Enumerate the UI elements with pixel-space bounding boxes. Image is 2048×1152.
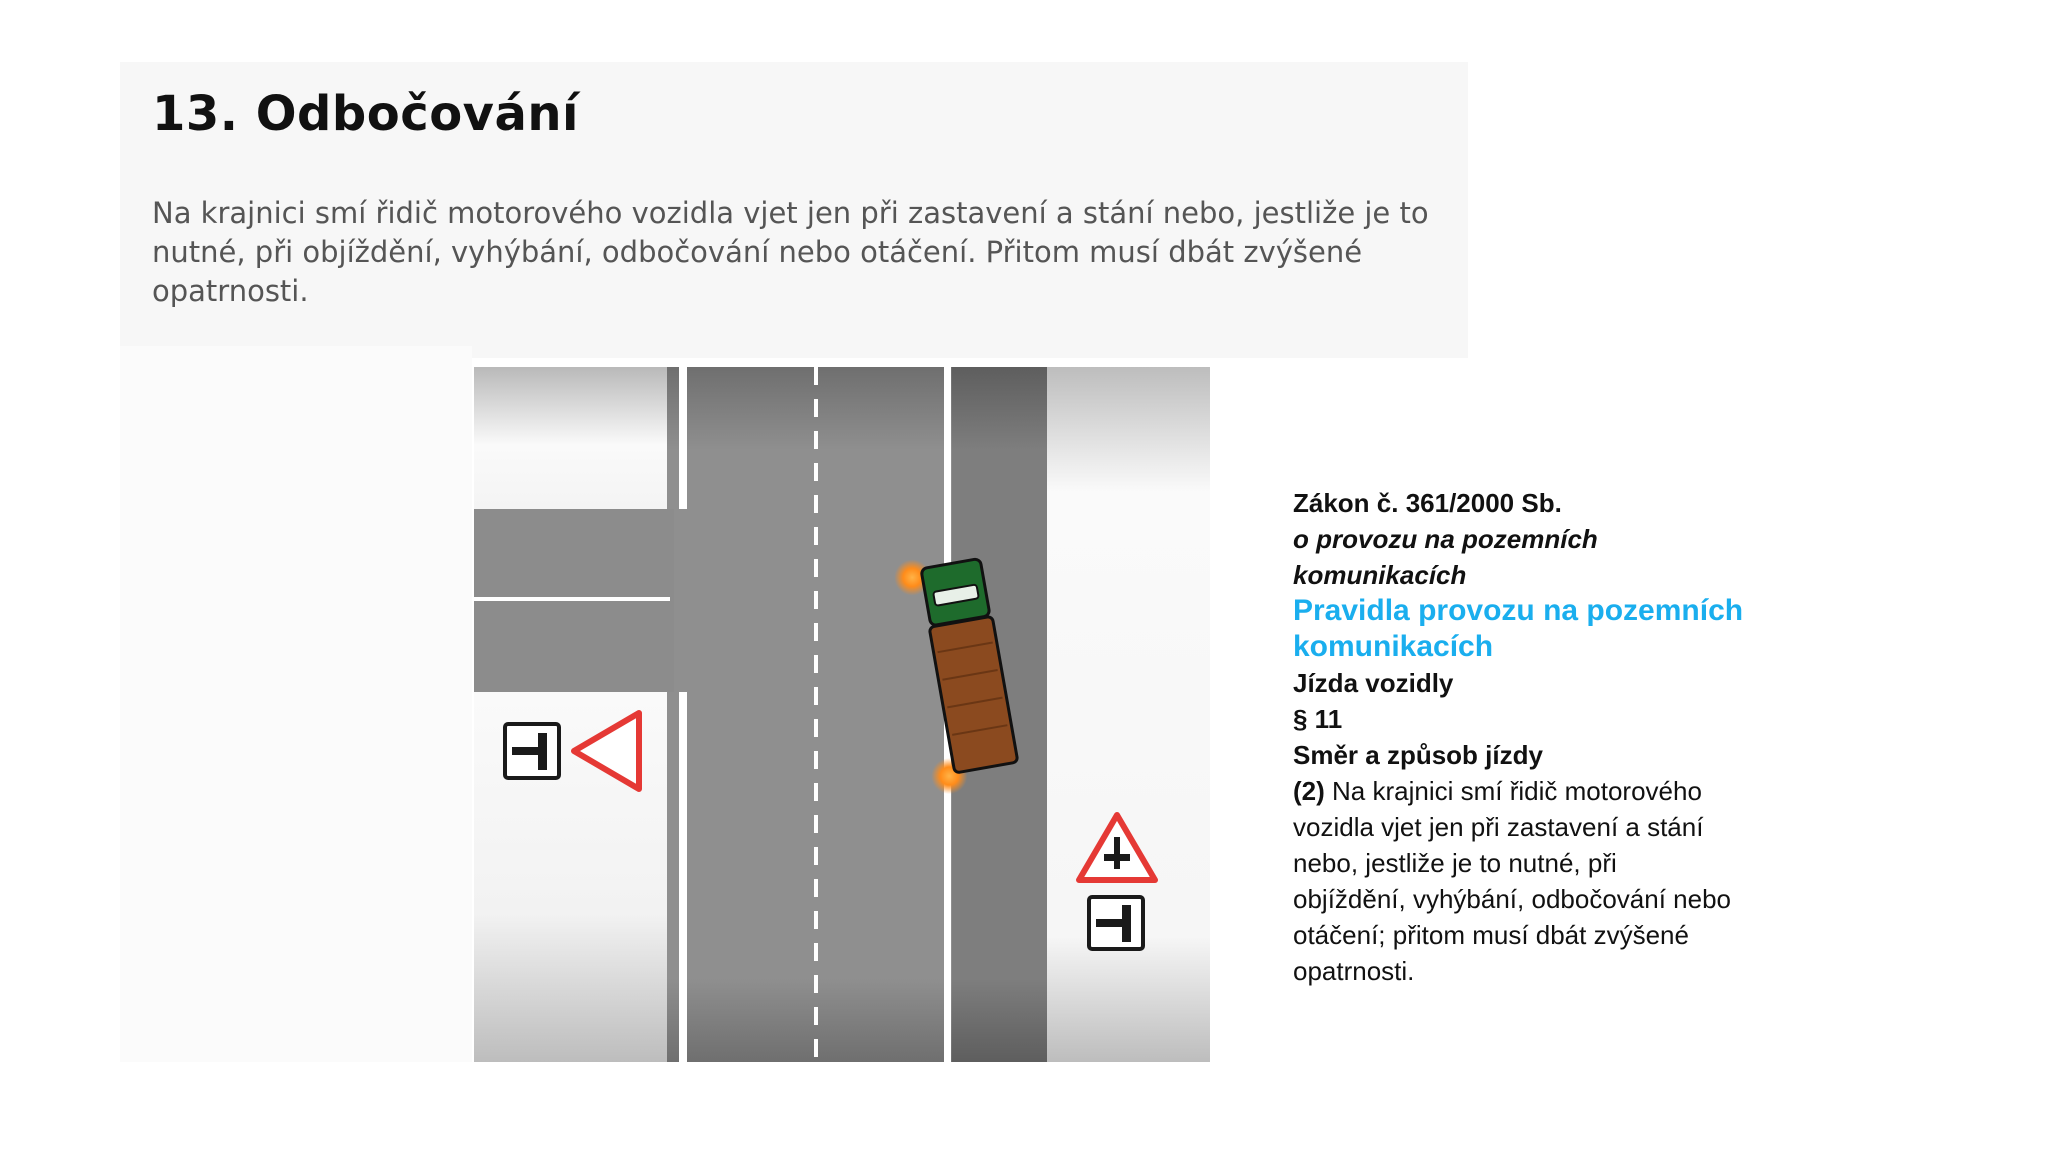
act-subtitle-1: o provozu na pozemních — [1293, 524, 1598, 554]
law-excerpt — [1293, 485, 1813, 989]
section-title: Jízda vozidly — [1293, 668, 1454, 698]
paragraph-title: Směr a způsob jízdy — [1293, 740, 1543, 770]
page-title: 13. Odbočování — [152, 86, 579, 142]
clause-line-5: otáčení; přitom musí dbát zvýšené — [1293, 920, 1689, 950]
clause-line-6: opatrnosti. — [1293, 956, 1415, 986]
slide-header — [120, 62, 1468, 358]
clause-line-1-text: Na krajnici smí řidič motorového — [1332, 776, 1702, 806]
act-subtitle-2: komunikacích — [1293, 560, 1467, 590]
clause-line-1 — [1293, 773, 1813, 809]
clause-line-2: vozidla vjet jen při zastavení a stání — [1293, 812, 1704, 842]
act-title: Zákon č. 361/2000 Sb. — [1293, 488, 1562, 518]
chapter-title-1: Pravidla provozu na pozemních — [1293, 594, 1744, 627]
side-road-junction-sign-icon — [505, 724, 559, 778]
left-panel — [120, 346, 472, 1062]
chapter-title-2: komunikacích — [1293, 630, 1494, 663]
left-edge-line-lower — [679, 692, 687, 1062]
clause-line-3: nebo, jestliže je to nutné, při — [1293, 848, 1617, 878]
left-edge-line — [679, 367, 687, 509]
clause-number: (2) — [1293, 776, 1325, 806]
sidewalk-right — [1047, 367, 1210, 1062]
sidewalk-top-left — [474, 367, 667, 509]
road-illustration — [474, 367, 1210, 1062]
paragraph-number: § 11 — [1293, 704, 1343, 734]
side-road-centerline — [474, 597, 670, 601]
side-road-junction-sign-icon-right — [1089, 897, 1143, 949]
clause-line-4: objíždění, vyhýbání, odbočování nebo — [1293, 884, 1731, 914]
intro-text: Na krajnici smí řidič motorového vozidla vjet jen při zastavení a stání nebo, jestliže je to nutné, při objíždění, vyhýbání, odbočování nebo otáčení. Přitom musí dbát zvýšené opatrnosti. — [152, 196, 1429, 308]
